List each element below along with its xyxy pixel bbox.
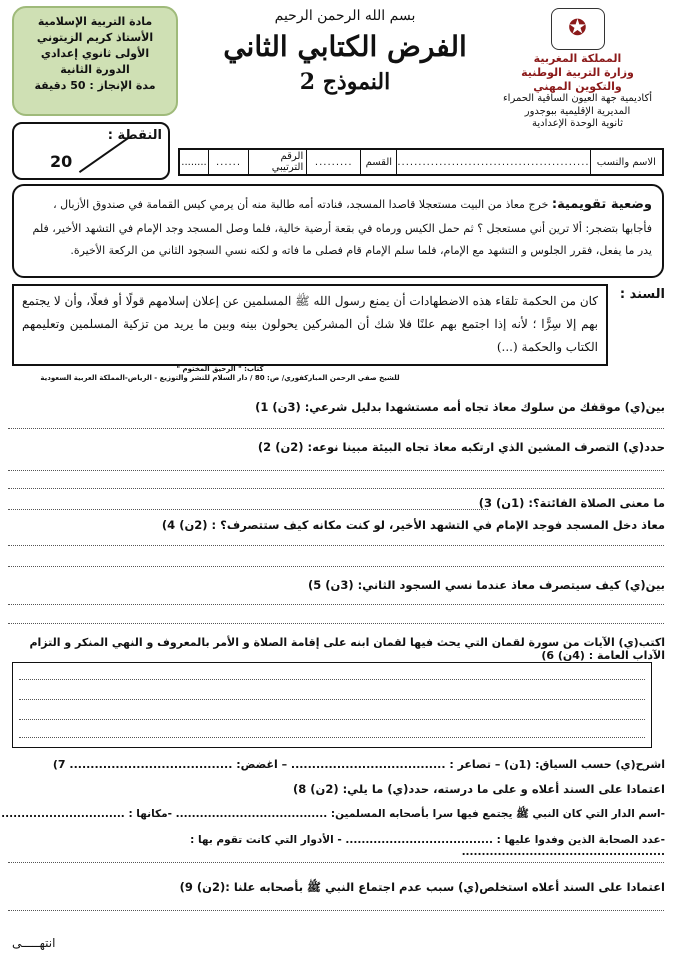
kingdom-name: المملكة المغربية xyxy=(533,52,622,65)
situation-label: وضعية تقويمية: xyxy=(551,197,652,212)
answer-line[interactable] xyxy=(8,428,664,429)
answer-line[interactable] xyxy=(19,719,645,720)
answer-line[interactable] xyxy=(8,910,664,911)
basmala: بسم الله الرحمن الرحيم xyxy=(274,8,416,24)
question-5: بين(ي) كيف سيتصرف معاذ عندما نسي السجود الثاني: (3ن) 5) xyxy=(307,578,665,592)
school-name: ثانوية الوحدة الإعدادية xyxy=(531,118,623,130)
question-1: بين(ي) موقفك من سلوك معاذ تجاه أمه مستشهدا بدليل شرعي: (3ن) 1) xyxy=(255,400,665,414)
exam-model: النموذج 2 xyxy=(299,69,391,95)
answer-line[interactable] xyxy=(8,604,664,605)
name-field[interactable]: .............................................. xyxy=(396,150,589,174)
extra-field[interactable]: ........ xyxy=(181,156,207,168)
answer-line[interactable] xyxy=(8,509,488,510)
academy-name: أكاديمية جهة العيون الساقية الحمراء xyxy=(502,93,653,105)
answer-line[interactable] xyxy=(8,862,664,863)
class-field[interactable]: ......... xyxy=(306,150,360,174)
directorate-name: المديرية الإقليمية ببوجدور xyxy=(524,105,631,117)
answer-line[interactable] xyxy=(8,623,664,624)
course-info-box xyxy=(12,6,178,116)
sanad-box xyxy=(12,284,608,366)
question-9: اعتمادا على السند أعلاه استخلص(ي) سبب عدم اجتماع النبي ﷺ بأصحابه علنا :(2ن) 9) xyxy=(179,880,665,894)
answer-line[interactable] xyxy=(8,470,664,471)
question-8: اعتمادا على السند أعلاه و على ما درسته، حدد(ي) ما يلي: (2ن) 8) xyxy=(292,782,665,796)
answer-line[interactable] xyxy=(19,699,645,700)
answer-line[interactable] xyxy=(8,545,664,546)
score-slash xyxy=(79,137,129,173)
question-6: اكتب(ي) الآيات من سورة لقمان التي يحث فيها لقمان ابنه على إقامة الصلاة و الأمر بالمعروف و النهي المنكر و التزام الآداب العامة : (4ن) 6) xyxy=(29,636,665,662)
answer-line[interactable] xyxy=(8,566,664,567)
end-mark: انتهـــــى xyxy=(12,936,56,950)
answer-line[interactable] xyxy=(19,737,645,738)
score-box xyxy=(12,122,170,180)
kingdom-emblem-icon: ✪ xyxy=(551,8,605,50)
q8-item-1: -اسم الدار التي كان النبي ﷺ يجتمع فيها سرا بأصحابه المسلمين: ...................................... -مكانها : ............................... xyxy=(1,808,665,820)
number-field[interactable]: ...... xyxy=(208,150,248,174)
header-institution xyxy=(490,8,665,131)
teacher: الأستاذ كريم الزيتوني xyxy=(36,30,154,44)
exam-title: الفرض الكتابي الثاني xyxy=(223,30,467,63)
exam-title-block xyxy=(200,8,490,95)
q8-item-2: -عدد الصحابة الذين وفدوا عليها : ..................................... - الأدوار التي كانت تقوم بها : ................................................... xyxy=(190,834,665,858)
question-2: حدد(ي) التصرف المشين الذي ارتكبه معاذ تجاه البيئة مبينا نوعه: (2ن) 2) xyxy=(257,440,665,454)
sanad-label: السند : xyxy=(619,287,665,302)
answer-line[interactable] xyxy=(19,679,645,680)
score-total: 20 xyxy=(50,152,73,171)
class-label: القسم xyxy=(360,150,396,174)
situation-text: خرج معاذ من البيت مستعجلا قاصدا المسجد، فنادته أمه طالبة منه أن يرمي كيس القمامة في صندوق الأزبال ، فأجابها بتضجر: ألا ترين أني مستعجل ؟ ثم حمل الكيس ورماه في بقعة أرضية خالية، فلما وصل المسجد وجد الإمام في التشهد الأخير، فلم يدر ما يفعل، فقرر الجلوس و التشهد مع الإمام، فلما سلم الإمام قام فصلى ما فاته و لكنه نسي السجود الثاني من الركعة الأخيرة. xyxy=(32,198,652,257)
number-label: الرقم الترتيبي xyxy=(248,150,306,174)
sanad-source xyxy=(20,365,420,383)
sanad-text: كان من الحكمة تلقاء هذه الاضطهادات أن يمنع رسول الله ﷺ المسلمين عن إعلان إسلامهم قولًا أو فعلًا، وأن لا يجتمع بهم إلا سِرًّا ؛ لأنه إذا اجتمع بهم علنًا فلا شك أن المشركين يحولون بينه وبين ما يريد من تزكية المسلمين وتعليمهم الكتاب والحكمة (...) xyxy=(22,294,598,354)
level: الأولى ثانوي إعدادي xyxy=(40,46,150,60)
source-book: كتاب: " الرحيق المختوم " xyxy=(176,365,264,373)
subject: مادة التربية الإسلامية xyxy=(37,15,153,28)
answer-line[interactable] xyxy=(8,488,664,489)
session: الدورة الثانية xyxy=(60,62,130,76)
question-3: ما معنى الصلاة الفائتة؟: (1ن) 3) xyxy=(478,496,665,510)
ministry-line1: وزارة التربية الوطنية xyxy=(521,65,634,79)
student-identity-row xyxy=(178,148,664,176)
name-label: الاسم والنسب xyxy=(590,150,662,174)
duration: مدة الإنجاز : 50 دقيقة xyxy=(34,78,156,92)
source-details: للشيخ صفي الرحمن المباركفوري/ ص: 80 / دار السلام للنشر والتوزيع - الرياض-المملكة العربية السعودية xyxy=(40,374,400,383)
question-4: معاذ دخل المسجد فوجد الإمام في التشهد الأخير، لو كنت مكانه كيف ستتصرف؟ : (2ن) 4) xyxy=(161,518,665,532)
situation-box xyxy=(12,184,664,278)
ministry-line2: والتكوين المهني xyxy=(533,79,622,93)
score-label: النقطة : xyxy=(107,128,162,143)
q6-answer-box[interactable] xyxy=(12,662,652,748)
question-7: اشرح(ي) حسب السياق: (1ن) – تصاعر : ..................................... – اغضض: ....................................... 7) xyxy=(52,758,665,771)
